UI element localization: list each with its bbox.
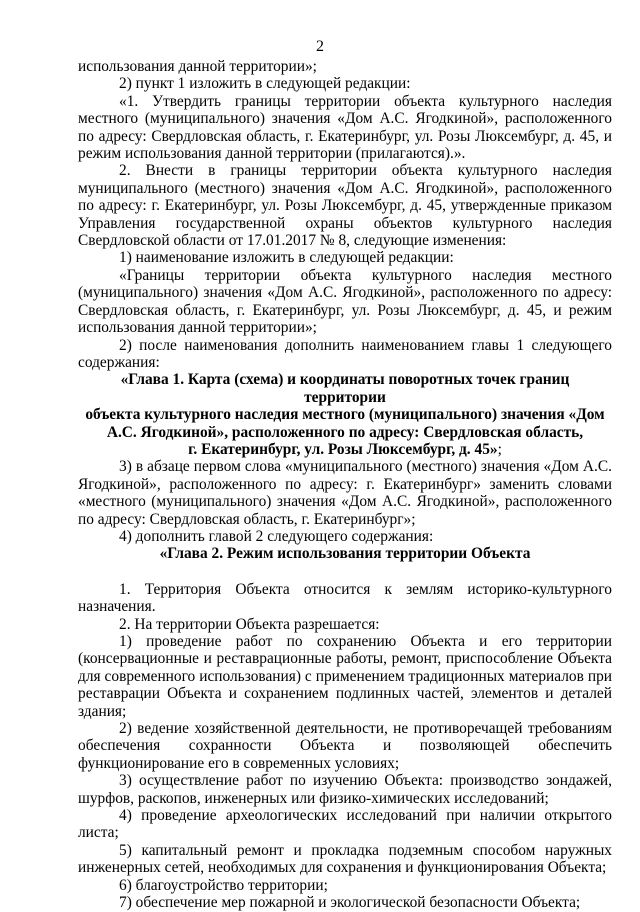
heading-line: объекта культурного наследия местного (муниципального) значения «Дом <box>85 406 605 424</box>
paragraph: «1. Утвердить границы территории объекта культурного наследия местного (муниципального) значения «Дом А.С. Ягодкиной», расположенного по адресу: Свердловская область, г. Екатеринбург, ул. Розы Люксембург, д. 45, и режим использования данной территории (прилагаются).». <box>78 92 612 163</box>
paragraph: 3) осуществление работ по изучению Объекта: производство зондажей, шурфов, раскопов, инженерных или физико-химических исследований; <box>78 772 612 807</box>
heading-line: «Глава 1. Карта (схема) и координаты поворотных точек границ территории <box>120 371 570 406</box>
paragraph: 1) наименование изложить в следующей редакции: <box>119 249 454 267</box>
paragraph: 2. Внести в границы территории объекта культурного наследия муниципального (местного) значения «Дом А.С. Ягодкиной», расположенного по адресу: г. Екатеринбург, ул. Розы Люксембург, д. 45, утвержденные приказом Управления государственной охраны объектов культурного наследия Свердловской области от 17.01.2017 № 8, следующие изменения: <box>78 162 612 250</box>
paragraph: 3) в абзаце первом слова «муниципального (местного) значения «Дом А.С. Ягодкиной», расположенного по адресу: г. Екатеринбург» заменить словами «местного (муниципального) значения «Дом А.С. Ягодкиной», расположенного по адресу: Свердловская область, г. Екатеринбург»; <box>78 458 612 528</box>
paragraph: 5) капитальный ремонт и прокладка подземным способом наружных инженерных сетей, необходимых для сохранения и функционирования Объекта; <box>78 841 612 877</box>
heading-line: г. Екатеринбург, ул. Розы Люксембург, д. 45» <box>188 440 498 458</box>
paragraph: 2. На территории Объекта разрешается: <box>119 615 380 633</box>
paragraph: 1) проведение работ по сохранению Объекта и его территории (консервационные и реставрационные работы, ремонт, приспособление Объекта для современного использования) с применением традиционных материалов при реставрации Объекта и сохранением подлинных частей, элементов и деталей здания; <box>78 633 612 720</box>
heading-tail: ; <box>497 440 502 458</box>
paragraph: 2) пункт 1 изложить в следующей редакции: <box>119 75 411 93</box>
document-body <box>78 58 612 912</box>
paragraph: 6) благоустройство территории; <box>119 876 328 894</box>
paragraph: 4) проведение археологических исследований при наличии открытого листа; <box>78 807 612 842</box>
paragraph: 2) после наименования дополнить наименованием главы 1 следующего содержания: <box>78 336 612 371</box>
paragraph: «Границы территории объекта культурного наследия местного (муниципального) значения «Дом А.С. Ягодкиной», расположенного по адресу: Свердловская область, г. Екатеринбург, ул. Розы Люксембург, д. 45, и режим использования данной территории»; <box>78 266 612 337</box>
heading-line: А.С. Ягодкиной», расположенного по адресу: Свердловская область, <box>106 423 584 441</box>
paragraph: использования данной территории»; <box>78 58 317 75</box>
paragraph: 1. Территория Объекта относится к землям историко-культурного назначения. <box>78 580 612 616</box>
chapter-1-heading <box>78 371 612 458</box>
chapter-2-heading: «Глава 2. Режим использования территории Объекта <box>159 545 531 563</box>
page-number: 2 <box>316 38 324 55</box>
paragraph: 2) ведение хозяйственной деятельности, не противоречащей требованиям обеспечения сохранности Объекта и позволяющей обеспечить функционирование его в современных условиях; <box>78 720 612 772</box>
spacer <box>78 563 612 581</box>
paragraph: 7) обеспечение мер пожарной и экологической безопасности Объекта; <box>119 894 581 912</box>
paragraph: 4) дополнить главой 2 следующего содержания: <box>119 527 434 545</box>
